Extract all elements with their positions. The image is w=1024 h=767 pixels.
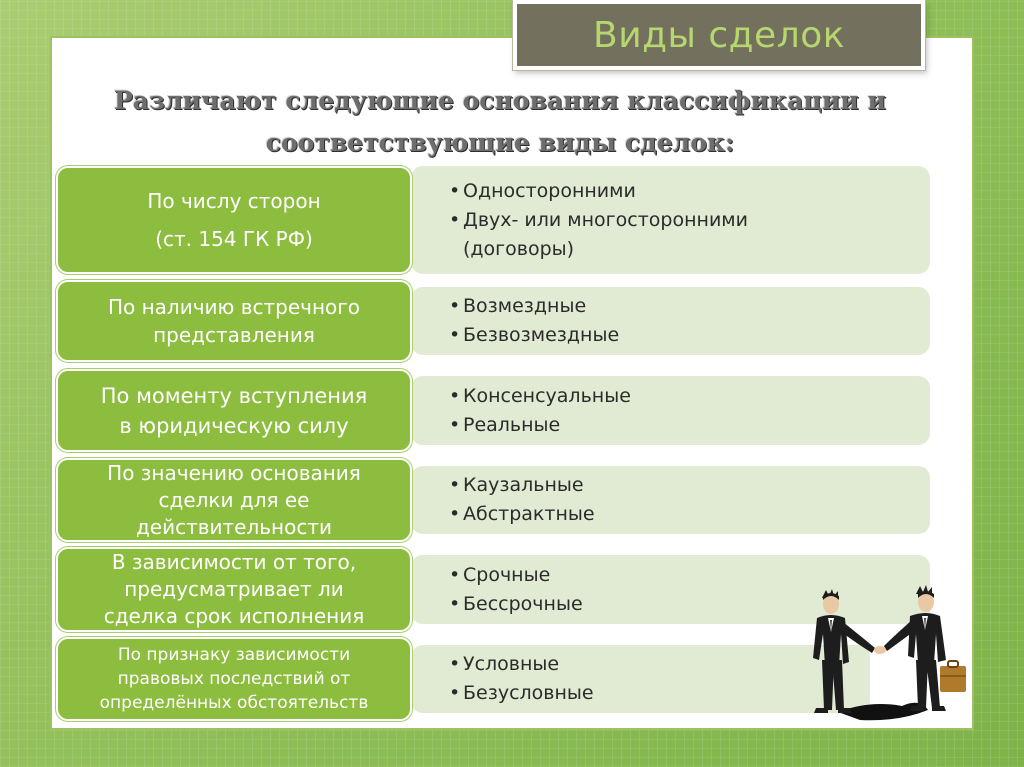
bullet-icon: • [449, 474, 461, 496]
bullet-icon: • [449, 384, 461, 407]
bullet-icon: • [449, 413, 461, 436]
basis-label: По наличию встречного представления [107, 295, 361, 347]
basis-label: По значению основания сделки для ее действительности [107, 460, 361, 539]
basis-box [56, 280, 412, 362]
type-item: • Возмездные [463, 292, 930, 321]
type-item: • Двух- или многосторонними (договоры) [463, 206, 930, 264]
types-box [411, 466, 930, 534]
basis-box [56, 637, 412, 721]
businessmen-handshake-icon [800, 580, 970, 725]
classification-row [56, 458, 930, 542]
type-item: • Каузальные [463, 471, 930, 500]
bullet-icon: • [449, 682, 461, 704]
classification-row [56, 280, 930, 362]
basis-label: По признаку зависимости правовых последствий от определённых обстоятельств [99, 645, 369, 713]
bullet-icon: • [449, 295, 461, 317]
basis-box [56, 369, 412, 452]
classification-row [56, 166, 930, 274]
type-item: • Срочные [463, 561, 930, 590]
bullet-icon: • [449, 208, 461, 231]
classification-row [56, 369, 930, 452]
title-box [513, 0, 925, 70]
types-box [411, 376, 930, 445]
type-item: • Условные [463, 650, 870, 679]
type-item: • Односторонними [463, 177, 930, 206]
type-item: • Безусловные [463, 679, 870, 708]
classification-row [56, 547, 930, 632]
subtitle: Различают следующие основания классификации и соответствующие виды сделок: [113, 86, 887, 157]
type-item: • Консенсуальные [463, 382, 930, 411]
bullet-icon: • [449, 179, 461, 202]
type-item: • Бессрочные [463, 590, 930, 619]
bullet-icon: • [449, 653, 461, 675]
slide-title: Виды сделок [593, 14, 845, 56]
basis-box [56, 166, 412, 274]
types-box [411, 287, 930, 355]
bullet-icon: • [449, 324, 461, 346]
classification-row [56, 637, 930, 721]
basis-label: По числу сторон (ст. 154 ГК РФ) [147, 189, 321, 251]
types-box [411, 166, 930, 274]
type-item: • Реальные [463, 411, 930, 440]
basis-label: В зависимости от того, предусматривает ли сделка срок исполнения [103, 550, 365, 628]
basis-box [56, 547, 412, 632]
basis-label: По моменту вступления в юридическую силу [100, 383, 368, 438]
bullet-icon: • [449, 592, 461, 615]
bullet-icon: • [449, 503, 461, 525]
type-item: • Безвозмездные [463, 321, 930, 350]
type-item: • Абстрактные [463, 500, 930, 529]
basis-box [56, 458, 412, 542]
bullet-icon: • [449, 563, 461, 586]
